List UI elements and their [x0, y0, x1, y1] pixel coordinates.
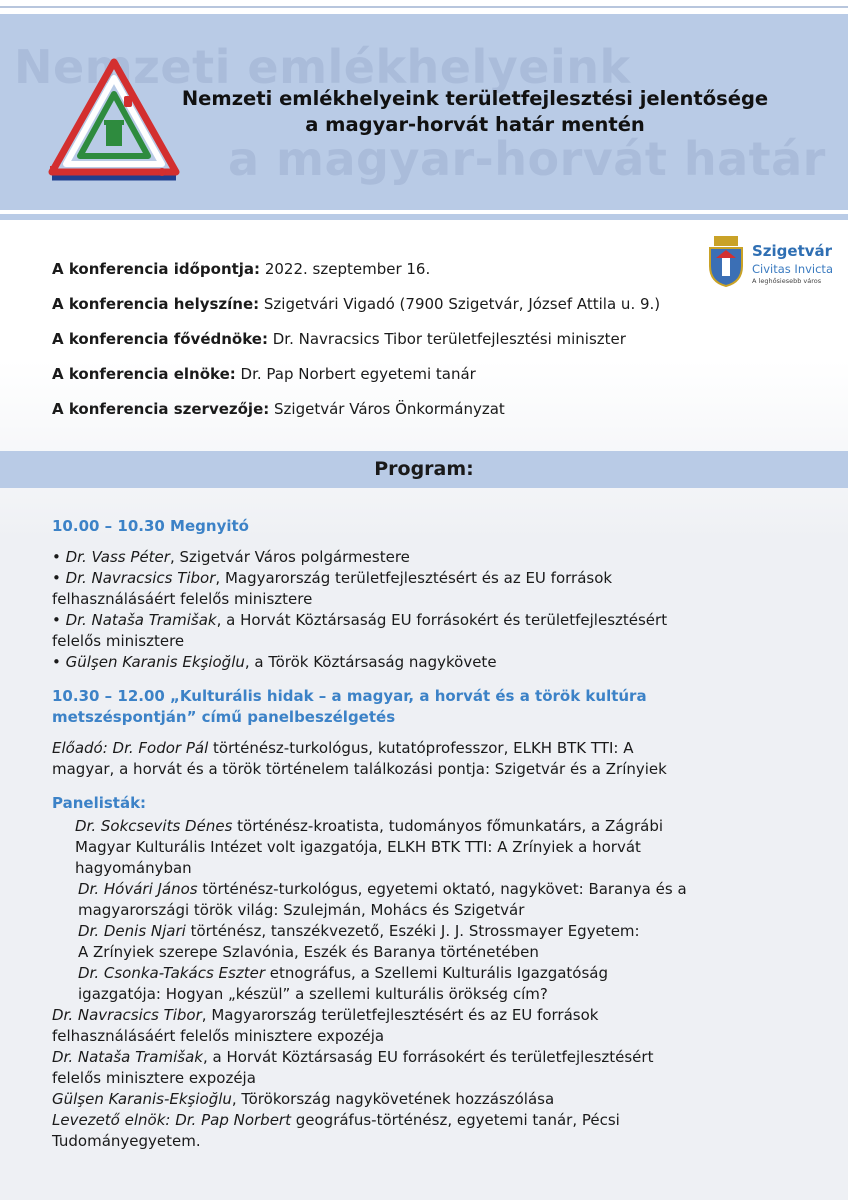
list-item: • Dr. Vass Péter, Szigetvár Város polgármestere [52, 548, 410, 566]
speaker-name: Dr. Navracsics Tibor [52, 1006, 202, 1024]
program-item: Dr. Nataša Tramišak, a Horvát Köztársaság EU forrásokért és területfejlesztésért [52, 1048, 654, 1066]
speaker-name: Gülşen Karanis-Ekşioğlu [52, 1090, 232, 1108]
info-row [52, 259, 732, 294]
list-item: • Dr. Navracsics Tibor, Magyarország területfejlesztésért és az EU források [52, 569, 613, 587]
speaker-name: Dr. Nataša Tramišak [65, 611, 217, 629]
list-item: • Dr. Nataša Tramišak, a Horvát Köztársaság EU forrásokért és területfejlesztésért [52, 611, 668, 629]
header-rule [0, 214, 848, 220]
list-item-continuation: felelős minisztere [52, 632, 185, 650]
info-row [52, 294, 732, 329]
conference-info [52, 259, 732, 434]
info-row [52, 399, 732, 434]
title-line-1: Nemzeti emlékhelyeink területfejlesztési jelentősége [181, 87, 769, 110]
panelists-heading: Panelisták: [52, 794, 147, 812]
keynote-continuation: magyar, a horvát és a török történelem találkozási pontja: Szigetvár és a Zrínyiek [52, 760, 667, 778]
header-banner [0, 14, 848, 210]
info-value: 2022. szeptember 16. [260, 260, 431, 278]
info-label: A konferencia fővédnöke: [52, 330, 268, 348]
program-item: Levezető elnök: Dr. Pap Norbert geográfus-történész, egyetemi tanár, Pécsi [52, 1111, 620, 1129]
speaker-name: Dr. Vass Péter [65, 548, 170, 566]
watermark-line-1: Nemzeti emlékhelyeink [14, 40, 631, 94]
panelist: Dr. Hóvári János történész-turkológus, egyetemi oktató, nagykövet: Baranya és a [78, 880, 687, 898]
info-row [52, 329, 732, 364]
program-item-continuation: Tudományegyetem. [52, 1132, 201, 1150]
info-label: A konferencia szervezője: [52, 400, 270, 418]
info-label: A konferencia időpontja: [52, 260, 261, 278]
panelist-continuation: hagyományban [75, 859, 192, 877]
speaker-name: Dr. Denis Njari [78, 922, 186, 940]
speaker-name: Dr. Hóvári János [78, 880, 198, 898]
speaker-name: Dr. Sokcsevits Dénes [75, 817, 233, 835]
section-title-panel-cont: metszéspontján” című panelbeszélgetés [52, 708, 396, 726]
info-value: Dr. Pap Norbert egyetemi tanár [235, 365, 476, 383]
program-item: Dr. Navracsics Tibor, Magyarország területfejlesztésért és az EU források [52, 1006, 599, 1024]
speaker-name: Dr. Csonka-Takács Eszter [78, 964, 265, 982]
info-label: A konferencia elnöke: [52, 365, 236, 383]
speaker-name: Gülşen Karanis Ekşioğlu [65, 653, 245, 671]
panelist-continuation: magyarországi török világ: Szulejmán, Mohács és Szigetvár [78, 901, 525, 919]
list-item: • Gülşen Karanis Ekşioğlu, a Török Köztársaság nagykövete [52, 653, 497, 671]
city-motto: Civitas Invicta [752, 262, 833, 276]
city-subtitle: A leghősiesebb város [752, 277, 822, 285]
speaker-name: Dr. Navracsics Tibor [65, 569, 216, 587]
watermark-line-2: a magyar-horvát határ [228, 132, 826, 186]
speaker-name: Dr. Nataša Tramišak [52, 1048, 203, 1066]
program-item: Gülşen Karanis-Ekşioğlu, Törökország nagykövetének hozzászólása [52, 1090, 555, 1108]
info-value: Szigetvári Vigadó (7900 Szigetvár, József Attila u. 9.) [259, 295, 661, 313]
city-name: Szigetvár [752, 242, 833, 260]
panelist: Dr. Csonka-Takács Eszter etnográfus, a Szellemi Kulturális Igazgatóság [78, 964, 608, 982]
program-content [52, 516, 812, 1152]
speaker-name: Levezető elnök: Dr. Pap Norbert [52, 1111, 291, 1129]
info-label: A konferencia helyszíne: [52, 295, 260, 313]
info-row [52, 364, 732, 399]
list-item-continuation: felhasználásáért felelős minisztere [52, 590, 313, 608]
keynote: Előadó: Dr. Fodor Pál történész-turkológus, kutatóprofesszor, ELKH BTK TTI: A [52, 739, 634, 757]
program-item-continuation: felelős minisztere expozéja [52, 1069, 256, 1087]
panelist: Dr. Denis Njari történész, tanszékvezető, Eszéki J. J. Strossmayer Egyetem: [78, 922, 640, 940]
speaker-name: Előadó: Dr. Fodor Pál [52, 739, 209, 757]
panelist-continuation: igazgatója: Hogyan „készül” a szellemi kulturális örökség cím? [78, 985, 548, 1003]
top-rule [0, 6, 848, 8]
program-heading: Program: [0, 451, 848, 488]
program-item-continuation: felhasználásáért felelős minisztere expozéja [52, 1027, 385, 1045]
panelist-continuation: Magyar Kulturális Intézet volt igazgatója, ELKH BTK TTI: A Zrínyiek a horvát [75, 838, 641, 856]
info-value: Szigetvár Város Önkormányzat [269, 400, 505, 418]
info-value: Dr. Navracsics Tibor területfejlesztési miniszter [267, 330, 626, 348]
section-title-panel: 10.30 – 12.00 „Kulturális hidak – a magyar, a horvát és a török kultúra [52, 687, 647, 705]
conference-title [150, 86, 800, 138]
section-title-opening: 10.00 – 10.30 Megnyitó [52, 517, 249, 535]
panelist: Dr. Sokcsevits Dénes történész-kroatista, tudományos főmunkatárs, a Zágrábi [75, 817, 664, 835]
panelist-continuation: A Zrínyiek szerepe Szlavónia, Eszék és Baranya történetében [78, 943, 539, 961]
title-line-2: a magyar-horvát határ mentén [305, 113, 645, 136]
